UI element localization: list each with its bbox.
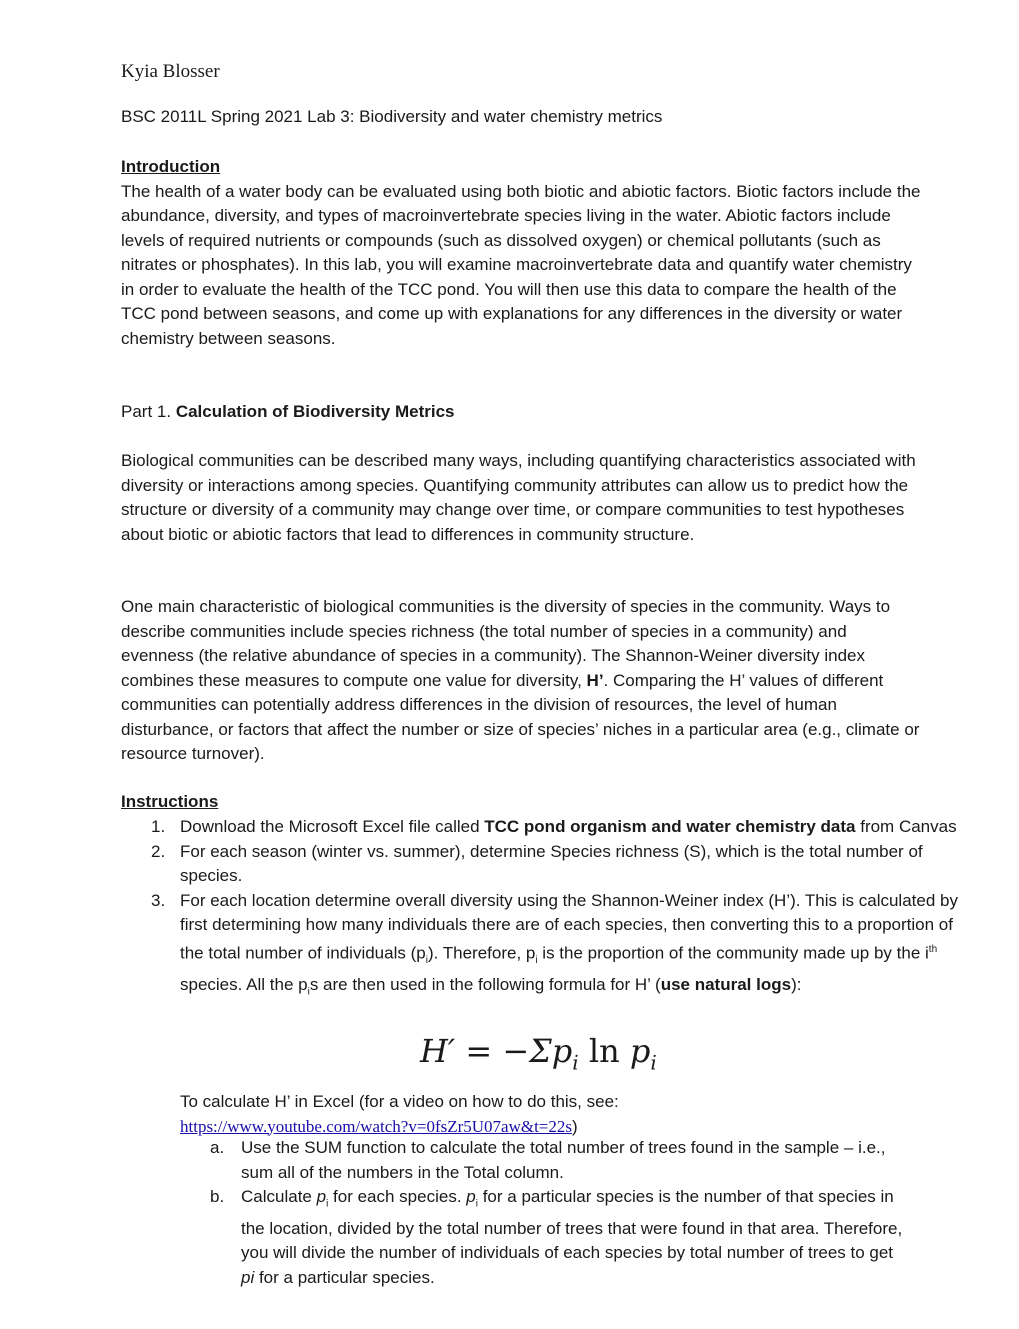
item-text: For each season (winter vs. summer), determine Species richness (S), which is the total number of species. bbox=[180, 841, 923, 885]
instructions-list bbox=[148, 815, 958, 1005]
excel-intro bbox=[180, 1090, 950, 1139]
author-name: Kyia Blosser bbox=[121, 61, 220, 82]
step-letter: a. bbox=[210, 1138, 225, 1157]
formula-sub-i: i bbox=[572, 1050, 579, 1075]
formula-sigma: Σ bbox=[529, 1032, 552, 1070]
excel-intro-close: ) bbox=[572, 1116, 578, 1136]
instruction-item bbox=[148, 889, 958, 1005]
item-text: ). Therefore, p bbox=[427, 943, 536, 963]
step-text: Use the SUM function to calculate the total number of trees found in the sample – i.e., sum all of the numbers in the Total column. bbox=[241, 1138, 886, 1182]
instruction-item bbox=[148, 840, 958, 889]
item-text: from Canvas bbox=[855, 817, 957, 836]
item-text: For each location determine overall diversity using the Shannon-Weiner index (H’). This is calculated by first determining how many individuals there are of each species, then converting this to a proportion of the total number of individuals (p bbox=[180, 890, 958, 963]
item-text: ): bbox=[791, 975, 802, 995]
instruction-item bbox=[148, 815, 958, 840]
formula-sub-i: i bbox=[650, 1050, 657, 1075]
part1-prefix: Part 1. bbox=[121, 402, 172, 421]
item-text: s are then used in the following formula for H’ ( bbox=[309, 975, 661, 995]
item-number: 2. bbox=[151, 841, 166, 861]
file-name: TCC pond organism and water chemistry data bbox=[484, 817, 856, 836]
shannon-formula bbox=[420, 1032, 657, 1074]
natural-logs-note: use natural logs bbox=[660, 975, 792, 995]
part1-paragraph-1: Biological communities can be described many ways, including quantifying characteristics associated with diversity or interactions among species. Quantifying community attributes can allow us to predict how the structure or diversity of a community may change over time, or compare communities to test hypotheses about biotic or abiotic factors that lead to differences in community structure. bbox=[121, 451, 916, 544]
h-prime-term: H’ bbox=[586, 670, 604, 690]
introduction-section bbox=[121, 155, 921, 351]
part1-paragraph-2-text: One main characteristic of biological communities is the diversity of species in the community. Ways to describe communities include species richness (the total number of species in a community) and evenness (the relative abundance of species in a community). The Shannon-Weiner diversity index combines these measures to compute one value for diversity, bbox=[121, 597, 891, 690]
subscript-i: i bbox=[475, 1198, 478, 1210]
excel-steps-list bbox=[210, 1136, 910, 1290]
formula-equals: = − bbox=[455, 1032, 530, 1070]
formula-lhs: H′ bbox=[420, 1032, 456, 1070]
instructions-heading-wrap bbox=[121, 790, 921, 815]
subscript-i: i bbox=[307, 986, 310, 998]
part1-paragraph-2-text-cont: . Comparing the H’ values of different communities can potentially address differences in the division of resources, the level of human disturbance, or factors that affect the number or size of species’ niches in a particular area (e.g., climate or resource turnover). bbox=[121, 670, 920, 763]
item-number: 3. bbox=[151, 890, 166, 910]
item-text: is the proportion of the community made up by the i bbox=[537, 943, 929, 963]
item-text: Download the Microsoft Excel file called bbox=[180, 817, 485, 836]
excel-step bbox=[210, 1136, 910, 1185]
item-text: species. All the p bbox=[180, 975, 308, 995]
step-text: for each species. bbox=[328, 1187, 467, 1206]
step-text: Calculate bbox=[241, 1187, 317, 1206]
document-title: BSC 2011L Spring 2021 Lab 3: Biodiversity and water chemistry metrics bbox=[121, 107, 663, 126]
part1-title: Calculation of Biodiversity Metrics bbox=[175, 402, 455, 421]
pi-italic: pi bbox=[241, 1267, 255, 1287]
part1-paragraph-2 bbox=[121, 595, 921, 767]
step-text: for a particular species. bbox=[254, 1267, 435, 1287]
subscript-i: i bbox=[425, 954, 428, 966]
item-number: 1. bbox=[151, 817, 166, 836]
introduction-body: The health of a water body can be evaluated using both biotic and abiotic factors. Biotic factors include the abundance, diversity, and types of macroinvertebrate species living in the water. Abiotic factors include levels of required nutrients or compounds (such as dissolved oxygen) or chemical pollutants (such as nitrates or phosphates). In this lab, you will examine macroinvertebrate data and quantify water chemistry in order to evaluate the health of the TCC pond. You will then use this data to compare the health of the TCC pond between seasons, and come up with explanations for any differences in the diversity or water chemistry between seasons. bbox=[121, 181, 921, 348]
formula-p: p bbox=[629, 1032, 651, 1070]
subscript-i: i bbox=[326, 1198, 329, 1210]
youtube-link[interactable]: https://www.youtube.com/watch?v=0fsZr5U07aw&t=22s bbox=[180, 1116, 573, 1136]
formula-ln: ln bbox=[578, 1032, 630, 1070]
instructions-heading: Instructions bbox=[121, 792, 219, 811]
step-letter: b. bbox=[210, 1187, 225, 1206]
excel-intro-text: To calculate H’ in Excel (for a video on how to do this, see: bbox=[180, 1092, 619, 1111]
p-italic: p bbox=[316, 1187, 327, 1206]
part1-heading bbox=[121, 400, 921, 425]
p-italic: p bbox=[466, 1187, 476, 1206]
excel-step bbox=[210, 1185, 910, 1290]
formula-p: p bbox=[551, 1032, 573, 1070]
subscript-i: i bbox=[535, 954, 538, 966]
step-text: for a particular species is the number of that species in the location, divided by the total number of trees that were found in that area. Therefore, you will divide the number of individuals of each species by total number of trees to get bbox=[241, 1187, 903, 1263]
superscript-th: th bbox=[928, 943, 938, 955]
introduction-heading: Introduction bbox=[121, 157, 221, 176]
